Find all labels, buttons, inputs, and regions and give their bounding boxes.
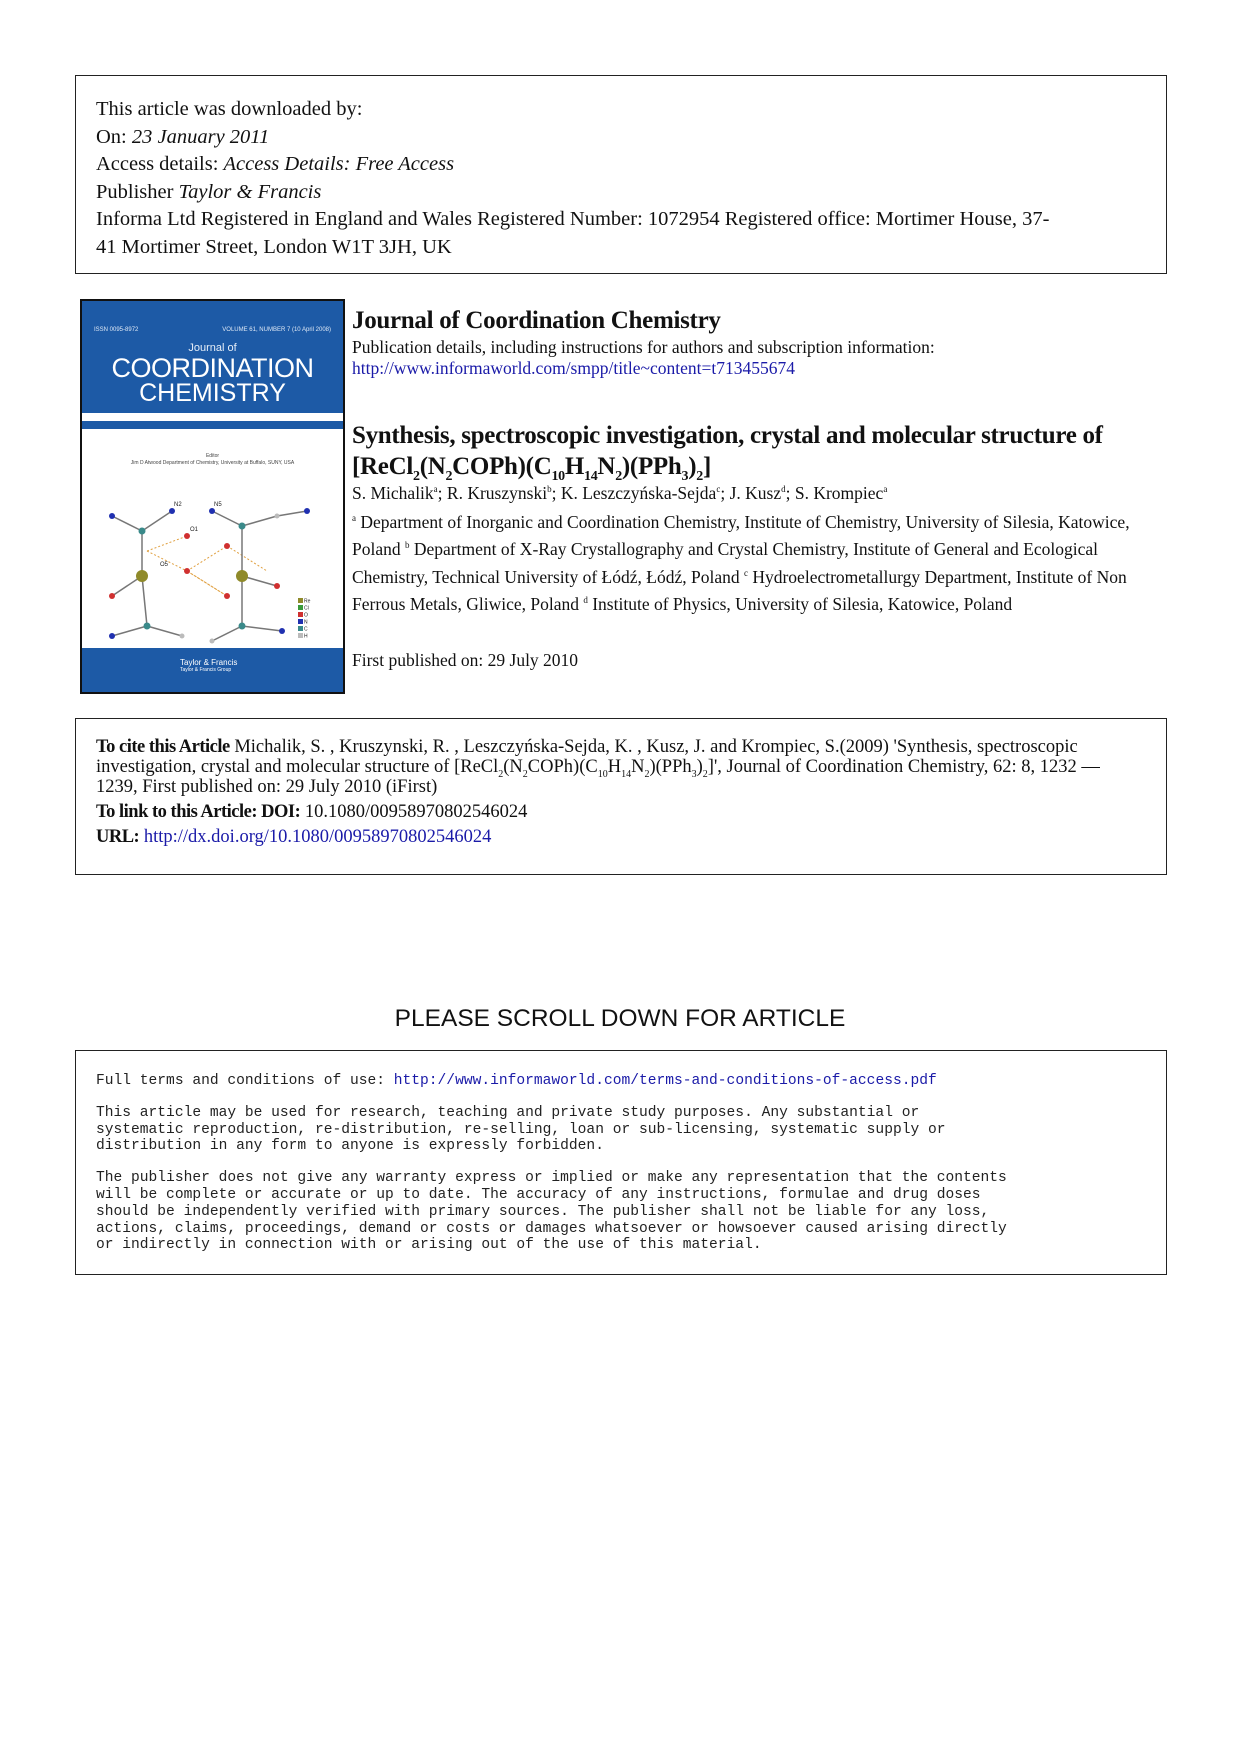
cite-part: ) <box>696 757 703 777</box>
publication-details: Publication details, including instructions for authors and subscription information: <box>352 337 935 357</box>
author-list <box>352 483 1172 504</box>
legend-re: Re <box>304 598 311 605</box>
h-bond-line <box>147 536 187 551</box>
legend-h: H <box>304 633 308 640</box>
h-bond-line <box>187 546 227 571</box>
terms-label: Full terms and conditions of use: <box>96 1073 394 1089</box>
o-atom <box>109 593 115 599</box>
legend-swatch-h <box>298 633 303 638</box>
legend-swatch-c <box>298 626 303 631</box>
bond <box>147 626 182 636</box>
bond <box>242 626 282 631</box>
bond <box>277 511 307 516</box>
affiliation-marker: d <box>583 594 588 605</box>
formula-subscript: 2 <box>412 469 420 484</box>
formula-part: COPh)(C <box>452 453 552 480</box>
legend-swatch-n <box>298 619 303 624</box>
cite-part: Michalik, S. , Kruszynski, R. , Leszczyńska-Sejda, K. , Kusz, J. and Krompiec, S.(2009) 'Synthesis, spectroscopic investigation, crystal and molecular structure of [ReCl <box>96 737 1078 777</box>
formula-subscript: 2 <box>615 469 622 484</box>
scroll-notice: PLEASE SCROLL DOWN FOR ARTICLE <box>394 1005 846 1032</box>
affiliation-marker: a <box>352 513 356 523</box>
atom-label-n2: N2 <box>174 502 182 508</box>
bond <box>242 516 277 526</box>
author: K. Leszczyńska-Sejda$^c$; <box>560 483 730 503</box>
legend-swatch-cl <box>298 605 303 610</box>
cite-part: ]', Journal of Coordination Chemistry, 62: 8, 1232 — 1239, First published on: 29 July 2010 (iFirst) <box>96 757 1100 797</box>
c-atom <box>139 528 146 535</box>
link-label: To link to this Article: DOI: <box>96 802 301 822</box>
cover-editor-name: Jim D Atwood Department of Chemistry, University at Buffalo, SUNY, USA <box>130 460 295 466</box>
re-atom <box>236 570 248 582</box>
publisher-label: Publisher <box>96 180 179 203</box>
doi-value: 10.1080/00958970802546024 <box>300 802 528 822</box>
access-details-line <box>96 151 1146 179</box>
article-title <box>352 420 1152 482</box>
legend-n: N <box>304 619 308 626</box>
affiliation-text: Hydroelectrometallurgy Department, Institute of Non Ferrous Metals, Gliwice, Poland <box>352 566 1127 614</box>
registered-office-line-1: Informa Ltd Registered in England and Wales Registered Number: 1072954 Registered office: Mortimer House, 37- <box>96 208 1050 230</box>
atom-label-o1: O1 <box>190 527 199 533</box>
usage-paragraph: This article may be used for research, teaching and private study purposes. Any substantial or systematic reproduction, re-distribution, re-selling, loan or sub-licensing, systematic supply or distribution in any form to anyone is expressly forbidden. <box>96 1104 946 1155</box>
cover-editor <box>82 453 343 467</box>
cite-part: COPh)(C <box>527 757 598 777</box>
downloaded-by-line: This article was downloaded by: <box>96 98 363 120</box>
cite-subscript: 2 <box>522 769 528 780</box>
terms-link[interactable]: http://www.informaworld.com/terms-and-conditions-of-access.pdf <box>393 1073 937 1089</box>
publisher-value: Taylor & Francis <box>178 180 322 203</box>
cover-title-band <box>82 301 343 413</box>
cite-part: )(PPh <box>649 757 692 777</box>
on-label: On: <box>96 125 132 148</box>
h-bond-line <box>147 551 187 571</box>
o-atom <box>184 568 190 574</box>
access-value: Access Details: Free Access <box>223 153 455 175</box>
bond <box>142 511 172 531</box>
author: S. Krompiec$^a$ <box>794 483 888 503</box>
atom-label-o5: O5 <box>160 562 169 568</box>
cite-subscript: 2 <box>644 769 650 780</box>
cite-part: H <box>607 757 622 777</box>
n-atom <box>209 508 215 514</box>
citation-text <box>96 737 1146 797</box>
journal-link[interactable]: http://www.informaworld.com/smpp/title~content=t713455674 <box>352 358 796 378</box>
legend-swatch-o <box>298 612 303 617</box>
formula-part: N <box>597 453 616 480</box>
journal-cover-image <box>80 299 345 694</box>
citation-box <box>75 718 1167 875</box>
legend-c: C <box>304 626 308 633</box>
cite-subscript: 2 <box>702 769 708 780</box>
n-atom <box>304 508 310 514</box>
formula-subscript: 10 <box>551 469 565 484</box>
affiliation-text: Department of X-Ray Crystallography and Crystal Chemistry, Institute of General and Ecological Chemistry, Technical University of Łódź, Łódź, Poland <box>352 539 1098 587</box>
c-atom <box>144 623 151 630</box>
download-info-box <box>75 75 1167 274</box>
doi-line <box>96 802 1146 822</box>
cite-part: (N <box>503 757 523 777</box>
cover-title-line-1: COORDINATION <box>111 353 314 383</box>
legend-swatch-re <box>298 598 303 603</box>
formula-subscript: 2 <box>445 469 453 484</box>
disclaimer-paragraph: The publisher does not give any warranty express or implied or make any representation that the contents will be complete or accurate or up to date. The accuracy of any instructions, formulae and drug doses should be independently verified with primary sources. The publisher shall not be liable for any loss, actions, claims, proceedings, demand or costs or damages whatsoever or howsoever caused arising directly or indirectly in connection with or arising out of the use of this material. <box>96 1170 1007 1254</box>
url-label: URL: <box>96 827 140 847</box>
n-atom <box>169 508 175 514</box>
formula-subscript: 3 <box>681 469 689 484</box>
cite-subscript: 14 <box>621 769 632 780</box>
bond <box>212 511 242 526</box>
registered-office-line-2: 41 Mortimer Street, London W1T 3JH, UK <box>96 235 452 258</box>
terms-box <box>75 1050 1167 1275</box>
author: J. Kusz$^d$; <box>729 483 795 503</box>
formula-part: [ReCl <box>352 453 413 480</box>
cite-subscript: 3 <box>691 769 697 780</box>
n-atom <box>109 513 115 519</box>
n-atom <box>279 628 285 634</box>
access-label: Access details: <box>96 153 224 175</box>
h-atom <box>210 639 215 644</box>
article-title-formula <box>352 451 1152 482</box>
formula-part: H <box>564 453 585 480</box>
o-atom <box>224 543 230 549</box>
formula-part: ] <box>702 453 711 480</box>
affiliation-text: Department of Inorganic and Coordination Chemistry, Institute of Chemistry, University of Silesia, Katowice, Poland <box>352 511 1130 560</box>
journal-title: Journal of Coordination Chemistry <box>352 307 721 334</box>
c-atom <box>239 523 246 530</box>
bond <box>112 516 142 531</box>
cover-title-line-2: CHEMISTRY <box>139 379 286 407</box>
c-atom <box>239 623 246 630</box>
affiliations <box>352 507 1162 616</box>
affiliation-text: Institute of Physics, University of Silesia, Katowice, Poland <box>587 593 1013 614</box>
formula-part: ) <box>688 453 697 480</box>
formula-part: (N <box>419 453 446 480</box>
formula-subscript: 2 <box>696 469 703 484</box>
cover-journal-of: Journal of <box>188 342 237 354</box>
n-atom <box>109 633 115 639</box>
cover-editor-label: Editor <box>205 453 220 459</box>
re-atom <box>136 570 148 582</box>
taylor-francis-logo <box>180 658 237 673</box>
o-atom <box>274 583 280 589</box>
formula-part: )(PPh <box>621 453 682 480</box>
affiliation-marker: c <box>743 567 748 578</box>
cover-publisher-logo: Taylor & Francis <box>180 658 238 667</box>
o-atom <box>184 533 190 539</box>
author: S. Michalik$^a$; <box>352 483 447 503</box>
legend-o: O <box>304 612 308 619</box>
doi-url-link[interactable]: http://dx.doi.org/10.1080/00958970802546024 <box>143 827 492 847</box>
formula-subscript: 14 <box>584 469 598 484</box>
cover-stripe <box>82 421 343 429</box>
h-bond-line <box>227 546 267 571</box>
article-title-line-1: Synthesis, spectroscopic investigation, crystal and molecular structure of <box>352 422 1103 449</box>
bond <box>142 576 147 626</box>
h-atom <box>275 514 280 519</box>
download-date-line <box>96 124 1146 152</box>
h-atom <box>180 634 185 639</box>
o-atom <box>224 593 230 599</box>
bond <box>212 626 242 641</box>
url-line <box>96 827 1146 847</box>
cover-footer-band <box>82 648 343 692</box>
first-published: First published on: 29 July 2010 <box>352 650 579 670</box>
bond <box>112 626 147 636</box>
cite-subscript: 10 <box>597 769 608 780</box>
cover-issn: ISSN 0095-8972 <box>94 327 139 333</box>
download-date: 23 January 2011 <box>131 125 270 148</box>
affiliation-marker: b <box>405 540 410 551</box>
atom-label-n5: N5 <box>214 502 222 508</box>
publisher-line <box>96 179 1146 207</box>
cite-part: N <box>631 757 645 777</box>
cite-label: To cite this Article <box>96 737 230 757</box>
terms-line <box>96 1073 1146 1090</box>
cover-publisher-sub: Taylor & Francis Group <box>180 667 232 673</box>
cite-subscript: 2 <box>498 769 504 780</box>
author: R. Kruszynski$^b$; <box>446 483 561 503</box>
journal-info <box>352 307 1152 379</box>
legend-cl: Cl <box>304 605 309 612</box>
cover-volume: VOLUME 61, NUMBER 7 (10 April 2008) <box>222 327 331 333</box>
molecular-structure-illustration <box>102 476 327 646</box>
